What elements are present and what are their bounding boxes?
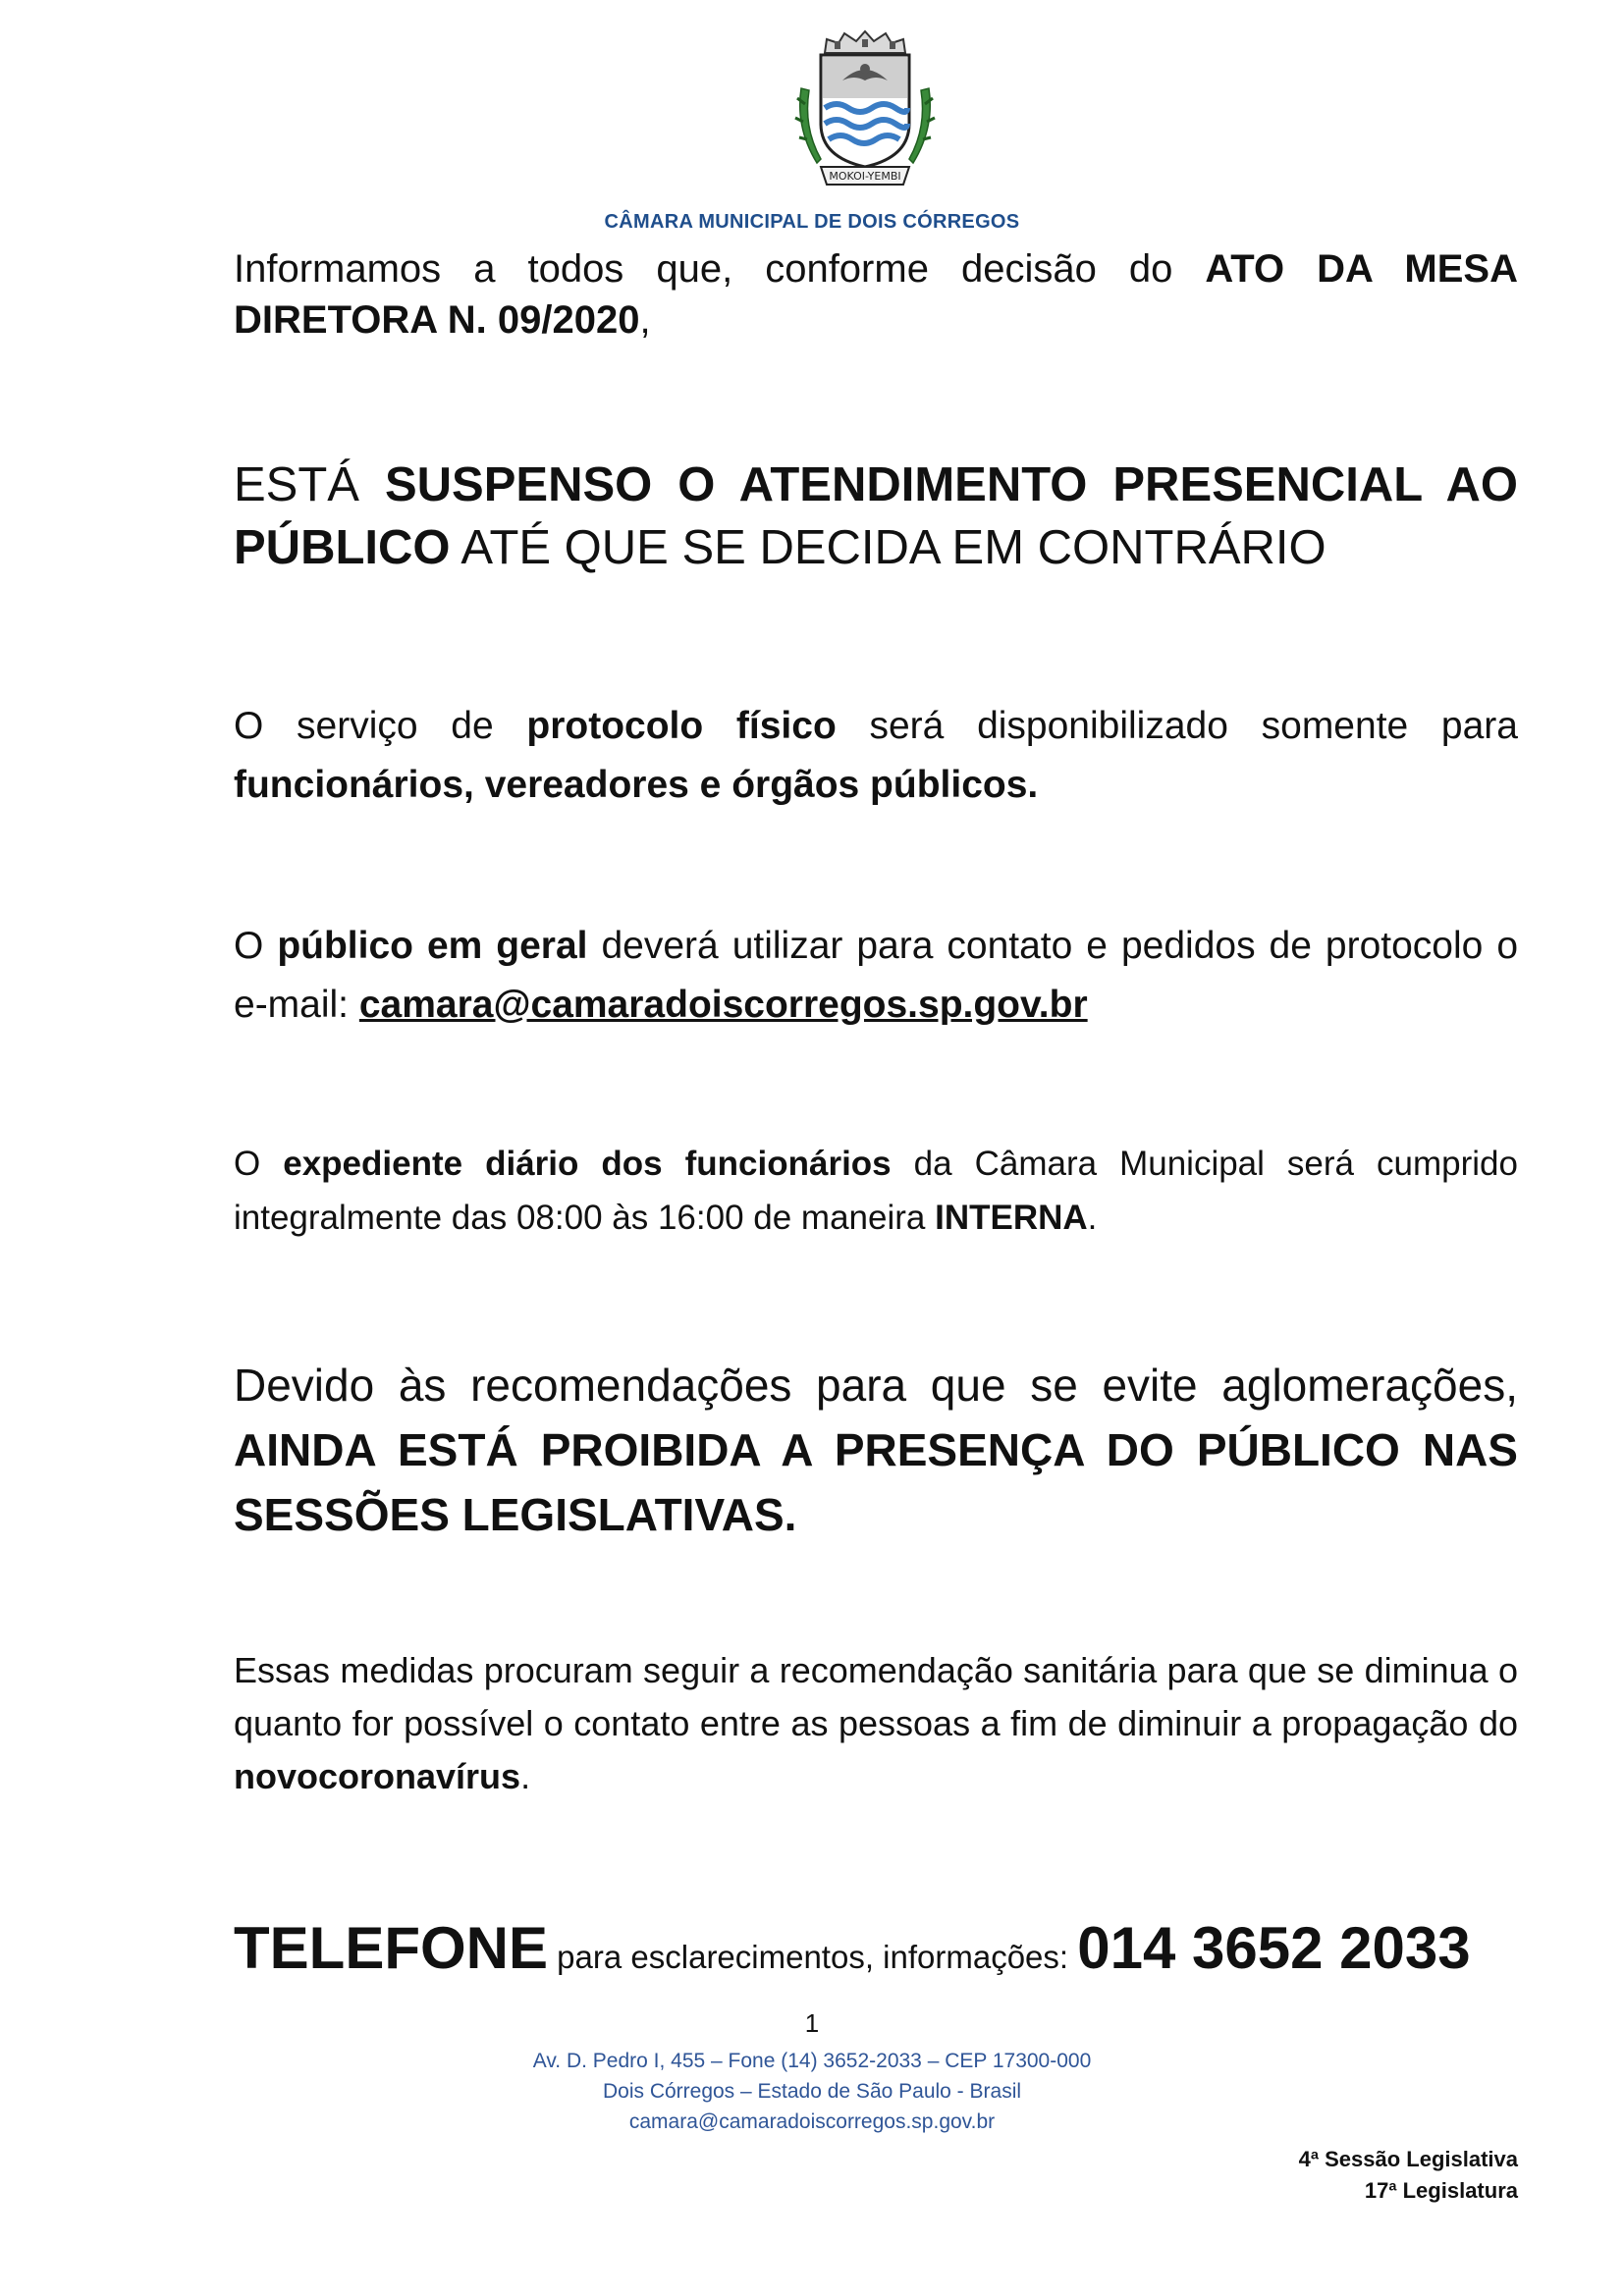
public-general: público em geral bbox=[277, 925, 588, 967]
suspension-suffix: ATÉ QUE SE DECIDA EM CONTRÁRIO bbox=[450, 521, 1326, 574]
measures-virus: novocoronavírus bbox=[234, 1756, 521, 1796]
notice-paragraph-sessions bbox=[234, 1353, 1518, 1547]
notice-paragraph-working-hours bbox=[234, 1137, 1518, 1245]
protocol-audience: funcionários, vereadores e órgãos públicos. bbox=[234, 764, 1039, 806]
decision-act-reference: ATO DA MESA DIRETORA N. 09/2020 bbox=[234, 247, 1518, 342]
phone-number[interactable]: 014 3652 2033 bbox=[1077, 1915, 1471, 1981]
public-intro: O bbox=[234, 925, 278, 967]
phone-description: para esclarecimentos, informações: bbox=[548, 1939, 1078, 1975]
suspension-prefix: ESTÁ bbox=[234, 458, 385, 511]
footer-email[interactable]: camara@camaradoiscorregos.sp.gov.br bbox=[628, 2110, 996, 2133]
suspension-statement: SUSPENSO O ATENDIMENTO PRESENCIAL AO PÚBLICO bbox=[234, 458, 1518, 574]
decision-intro: Informamos a todos que, conforme decisão do bbox=[234, 247, 1206, 291]
page-number: 1 bbox=[804, 2008, 820, 2038]
public-instructions: deverá utilizar para contato e pedidos de protocolo o e-mail: bbox=[234, 925, 1519, 1026]
crest-motto: MOKOI-YEMBI bbox=[829, 170, 901, 183]
protocol-availability: será disponibilizado somente para bbox=[836, 705, 1518, 747]
measures-text: Essas medidas procuram seguir a recomendação sanitária para que se diminua o quanto for possível o contato entre as pessoas a fim de diminuir a propagação do bbox=[234, 1650, 1518, 1743]
contact-email-link[interactable]: camara@camaradoiscorregos.sp.gov.br bbox=[358, 984, 1088, 1026]
protocol-intro: O serviço de bbox=[234, 705, 527, 747]
hours-staff: expediente diário dos funcionários bbox=[283, 1145, 892, 1183]
municipal-crest-logo bbox=[791, 29, 939, 196]
notice-paragraph-protocol bbox=[234, 697, 1518, 815]
legislative-session: 4ª Sessão Legislativa bbox=[1298, 2147, 1518, 2171]
footer-address: Av. D. Pedro I, 455 – Fone (14) 3652-2033 – CEP 17300-000 bbox=[532, 2050, 1092, 2072]
footer-city: Dois Córregos – Estado de São Paulo - Brasil bbox=[602, 2080, 1022, 2103]
notice-paragraph-public-contact bbox=[234, 917, 1518, 1035]
sessions-prohibition: AINDA ESTÁ PROIBIDA A PRESENÇA DO PÚBLICO NAS SESSÕES LEGISLATIVAS. bbox=[234, 1424, 1518, 1540]
hours-intro: O bbox=[234, 1145, 284, 1183]
legislature: 17ª Legislatura bbox=[1364, 2178, 1518, 2203]
notice-paragraph-decision bbox=[234, 243, 1518, 346]
hours-details: da Câmara Municipal será cumprido integralmente das 08:00 às 16:00 de maneira bbox=[234, 1145, 1518, 1237]
hours-punctuation: . bbox=[1087, 1199, 1098, 1237]
protocol-physical: protocolo físico bbox=[526, 705, 837, 747]
footer-address-block bbox=[0, 2046, 1624, 2137]
notice-phone-line bbox=[234, 1909, 1518, 1997]
notice-paragraph-measures bbox=[234, 1644, 1518, 1803]
hours-internal: INTERNA bbox=[935, 1199, 1088, 1237]
decision-punctuation: , bbox=[639, 298, 651, 342]
notice-paragraph-suspension bbox=[234, 454, 1518, 579]
organization-name: CÂMARA MUNICIPAL DE DOIS CÓRREGOS bbox=[604, 211, 1020, 233]
measures-punctuation: . bbox=[520, 1756, 531, 1796]
session-info bbox=[1299, 2144, 1518, 2207]
sessions-intro: Devido às recomendações para que se evite aglomerações, bbox=[234, 1360, 1518, 1411]
phone-label: TELEFONE bbox=[234, 1915, 549, 1981]
